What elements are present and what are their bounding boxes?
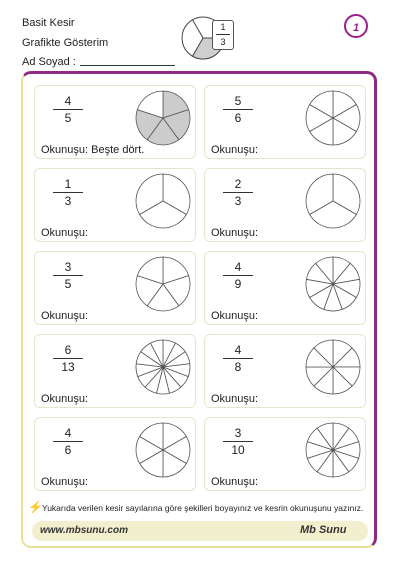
denominator: 6 xyxy=(234,111,242,125)
worksheet-subtitle: Grafikte Gösterim xyxy=(22,37,109,49)
fraction-card xyxy=(34,168,196,242)
numerator: 5 xyxy=(234,94,242,108)
fraction-bar xyxy=(53,192,83,193)
fraction-card xyxy=(34,85,196,159)
fraction-pie[interactable] xyxy=(305,339,361,395)
header-numerator: 1 xyxy=(220,22,226,32)
name-label: Ad Soyad : xyxy=(22,56,76,68)
fraction xyxy=(223,94,253,125)
numerator: 4 xyxy=(64,94,72,108)
fraction-pie[interactable] xyxy=(135,339,191,395)
denominator: 9 xyxy=(234,277,242,291)
fraction xyxy=(53,94,83,125)
denominator: 13 xyxy=(61,360,75,374)
lightning-icon: ⚡ xyxy=(28,500,43,514)
fraction-pie[interactable] xyxy=(135,422,191,478)
reading-field[interactable]: Okunuşu: xyxy=(41,310,89,322)
fraction-bar xyxy=(53,275,83,276)
fraction-pie[interactable] xyxy=(305,173,361,229)
fraction-pie[interactable] xyxy=(135,256,191,312)
footer-website[interactable]: www.mbsunu.com xyxy=(40,525,128,536)
instruction-text: Yukarıda verilen kesir sayılarına göre şekilleri boyayınız ve kesrin okunuşunu yazınız. xyxy=(42,503,364,513)
fraction xyxy=(53,260,83,291)
fraction xyxy=(53,426,83,457)
fraction-card xyxy=(204,251,366,325)
fraction-pie[interactable] xyxy=(305,422,361,478)
denominator: 3 xyxy=(64,194,72,208)
fraction-card xyxy=(34,417,196,491)
worksheet-title: Basit Kesir xyxy=(22,17,75,29)
fraction-bar xyxy=(53,358,83,359)
header-sample-fraction xyxy=(212,20,234,50)
numerator: 1 xyxy=(64,177,72,191)
fraction-bar xyxy=(223,109,253,110)
fraction-card xyxy=(204,417,366,491)
fraction-bar xyxy=(53,109,83,110)
fraction-card xyxy=(204,334,366,408)
reading-field[interactable]: Okunuşu: Beşte dört. xyxy=(41,144,145,156)
reading-field[interactable]: Okunuşu: xyxy=(211,310,259,322)
reading-field[interactable]: Okunuşu: xyxy=(41,476,89,488)
fraction-bar xyxy=(223,275,253,276)
denominator: 6 xyxy=(64,443,72,457)
page-number-badge: 1 xyxy=(344,14,368,38)
reading-field[interactable]: Okunuşu: xyxy=(41,227,89,239)
reading-field[interactable]: Okunuşu: xyxy=(211,227,259,239)
fraction-pie[interactable] xyxy=(135,90,191,146)
numerator: 4 xyxy=(234,260,242,274)
fraction-pie[interactable] xyxy=(135,173,191,229)
fraction xyxy=(223,343,253,374)
header-denominator: 3 xyxy=(220,37,226,47)
fraction-bar xyxy=(53,441,83,442)
fraction-pie[interactable] xyxy=(305,90,361,146)
fraction-bar xyxy=(223,441,253,442)
fraction-bar xyxy=(223,192,253,193)
denominator: 3 xyxy=(234,194,242,208)
fraction-card xyxy=(34,334,196,408)
fraction-card xyxy=(204,168,366,242)
numerator: 2 xyxy=(234,177,242,191)
fraction-bar xyxy=(216,34,230,35)
numerator: 4 xyxy=(234,343,242,357)
footer-brand: Mb Sunu xyxy=(300,524,347,536)
fraction xyxy=(53,343,83,374)
fraction-card xyxy=(34,251,196,325)
reading-field[interactable]: Okunuşu: xyxy=(41,393,89,405)
fraction-pie[interactable] xyxy=(305,256,361,312)
fraction xyxy=(223,260,253,291)
denominator: 10 xyxy=(231,443,245,457)
name-write-line[interactable] xyxy=(80,65,175,66)
reading-field[interactable]: Okunuşu: xyxy=(211,144,259,156)
reading-field[interactable]: Okunuşu: xyxy=(211,476,259,488)
fraction-card xyxy=(204,85,366,159)
fraction xyxy=(223,177,253,208)
numerator: 4 xyxy=(64,426,72,440)
numerator: 6 xyxy=(64,343,72,357)
denominator: 5 xyxy=(64,277,72,291)
fraction xyxy=(223,426,253,457)
fraction xyxy=(53,177,83,208)
numerator: 3 xyxy=(234,426,242,440)
reading-field[interactable]: Okunuşu: xyxy=(211,393,259,405)
fraction-bar xyxy=(223,358,253,359)
numerator: 3 xyxy=(64,260,72,274)
denominator: 8 xyxy=(234,360,242,374)
denominator: 5 xyxy=(64,111,72,125)
